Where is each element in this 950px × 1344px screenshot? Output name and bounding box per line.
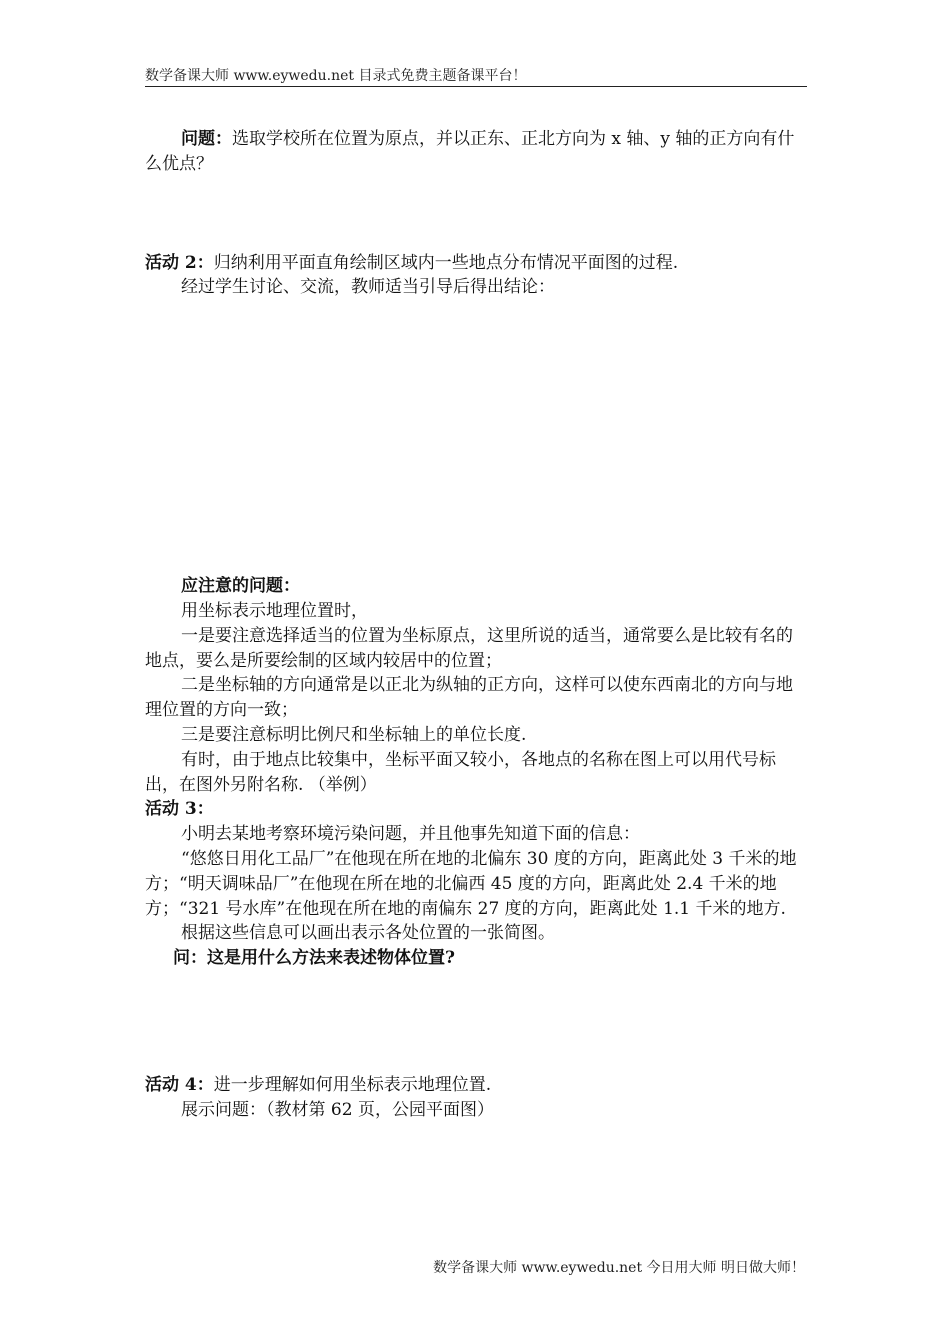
page-footer: 数学备课大师 www.eywedu.net 今日用大师 明日做大师！ <box>433 1260 805 1276</box>
activity-2-label: 活动 2： <box>145 252 214 273</box>
notes-point-1: 一是要注意选择适当的位置为坐标原点，这里所说的适当，通常要么是比较有名的地点，要么是所要绘制的区域内较居中的位置； <box>145 625 793 671</box>
activity-4-heading <box>145 1073 807 1098</box>
document-body <box>145 127 807 1123</box>
question-label: 问题： <box>181 129 232 149</box>
activity-3-info: “悠悠日用化工品厂”在他现在所在地的北偏东 30 度的方向，距离此处 3 千米的地方；“明天调味品厂”在他现在所在地的北偏西 45 度的方向，距离此处 2.4 千米的地方；“321 号水库”在他现在所在地的南偏东 27 度的方向，距离此处 1.1 千米的地方. <box>145 848 797 919</box>
notes-point-3: 三是要注意标明比例尺和坐标轴上的单位长度. <box>181 724 527 745</box>
activity-4-text: 进一步理解如何用坐标表示地理位置. <box>213 1074 492 1095</box>
activity-3-conclusion: 根据这些信息可以画出表示各处位置的一张简图。 <box>181 923 555 944</box>
activity-4-followup: 展示问题：（教材第 62 页，公园平面图） <box>181 1099 494 1120</box>
notes-title: 应注意的问题： <box>181 576 300 597</box>
activity-3-label: 活动 3： <box>145 799 214 820</box>
spacer <box>145 177 807 251</box>
notes-intro: 用坐标表示地理位置时， <box>181 600 368 621</box>
activity-3-question: 问：这是用什么方法来表述物体位置? <box>173 948 455 969</box>
activity-2-heading <box>145 251 807 276</box>
question-paragraph <box>145 127 807 177</box>
activity-4-label: 活动 4： <box>145 1074 214 1095</box>
activity-2-followup: 经过学生讨论、交流，教师适当引导后得出结论： <box>181 277 555 298</box>
activity-2-text: 归纳利用平面直角绘制区域内一些地点分布情况平面图的过程. <box>213 252 679 273</box>
notes-point-2: 二是坐标轴的方向通常是以正北为纵轴的正方向，这样可以使东西南北的方向与地理位置的方向一致； <box>145 675 793 721</box>
question-text: 选取学校所在位置为原点，并以正东、正北方向为 x 轴、y 轴的正方向有什么优点？ <box>145 129 795 174</box>
page-header: 数学备课大师 www.eywedu.net 目录式免费主题备课平台！ <box>145 66 807 87</box>
spacer <box>145 300 807 574</box>
spacer <box>145 971 807 1073</box>
activity-3-intro: 小明去某地考察环境污染问题，并且他事先知道下面的信息： <box>181 824 640 845</box>
notes-extra: 有时，由于地点比较集中，坐标平面又较小，各地点的名称在图上可以用代号标出，在图外另附名称. （举例） <box>145 749 776 795</box>
